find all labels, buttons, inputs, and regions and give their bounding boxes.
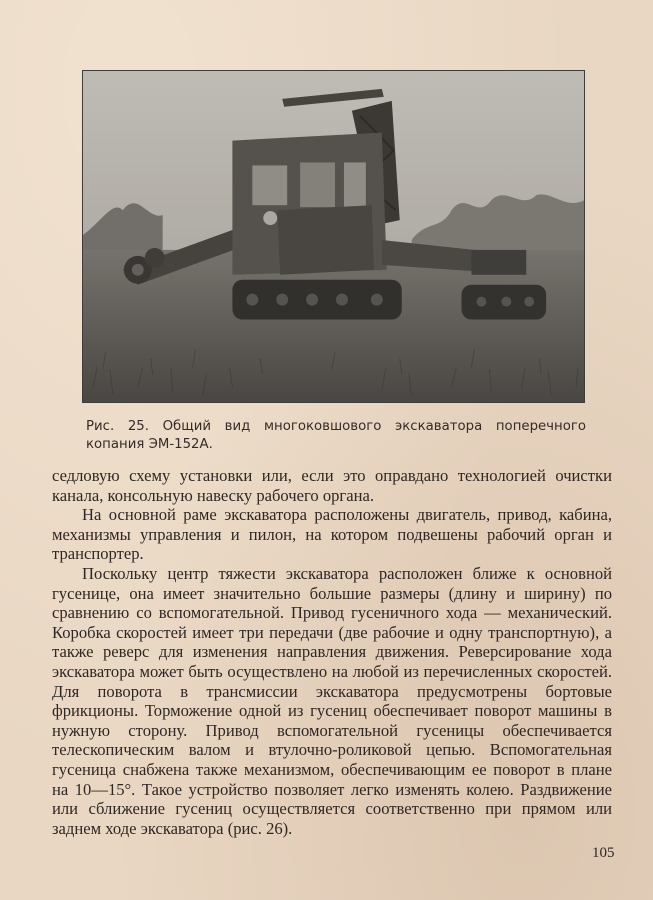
page-number: 105 [592,845,615,861]
figure-caption: Рис. 25. Общий вид многоковшового экскаватора поперечного копания ЭМ-152А. [86,419,586,452]
excavator-photo-icon [83,71,584,402]
body-text [52,466,612,838]
paragraph: На основной раме экскаватора расположены двигатель, привод, кабина, механизмы управления и пилон, на котором подвешены рабочий орган и транспортер. [52,505,612,564]
paragraph: Поскольку центр тяжести экскаватора расположен ближе к основной гусенице, она имеет значительно большие размеры (длину и ширину) по сравнению со вспомогательной. Привод гусеничного хода — механический. Коробка скоростей имеет три передачи (две рабочие и одну транспортную), а также реверс для изменения направления движения. Реверсирование хода экскаватора может быть осуществлено на любой из перечисленных скоростей. Для поворота в трансмиссии экскаватора предусмотрены бортовые фрикционы. Торможение одной из гусениц обеспечивает поворот машины в нужную сторону. Привод вспомогательной гусеницы обеспечивается телескопическим валом и втулочно-роликовой цепью. Вспомогательная гусеница снабжена также механизмом, обеспечивающим ее поворот в плане на 10—15°. Такое устройство позволяет легко изменять колею. Раздвижение или сближение гусениц осуществляется соответственно при прямом или заднем ходе экскаватора (рис. 26). [52,563,612,838]
paragraph: седловую схему установки или, если это оправдано технологией очистки канала, консольную навеску рабочего органа. [52,466,612,505]
excavator-photo [82,70,585,403]
